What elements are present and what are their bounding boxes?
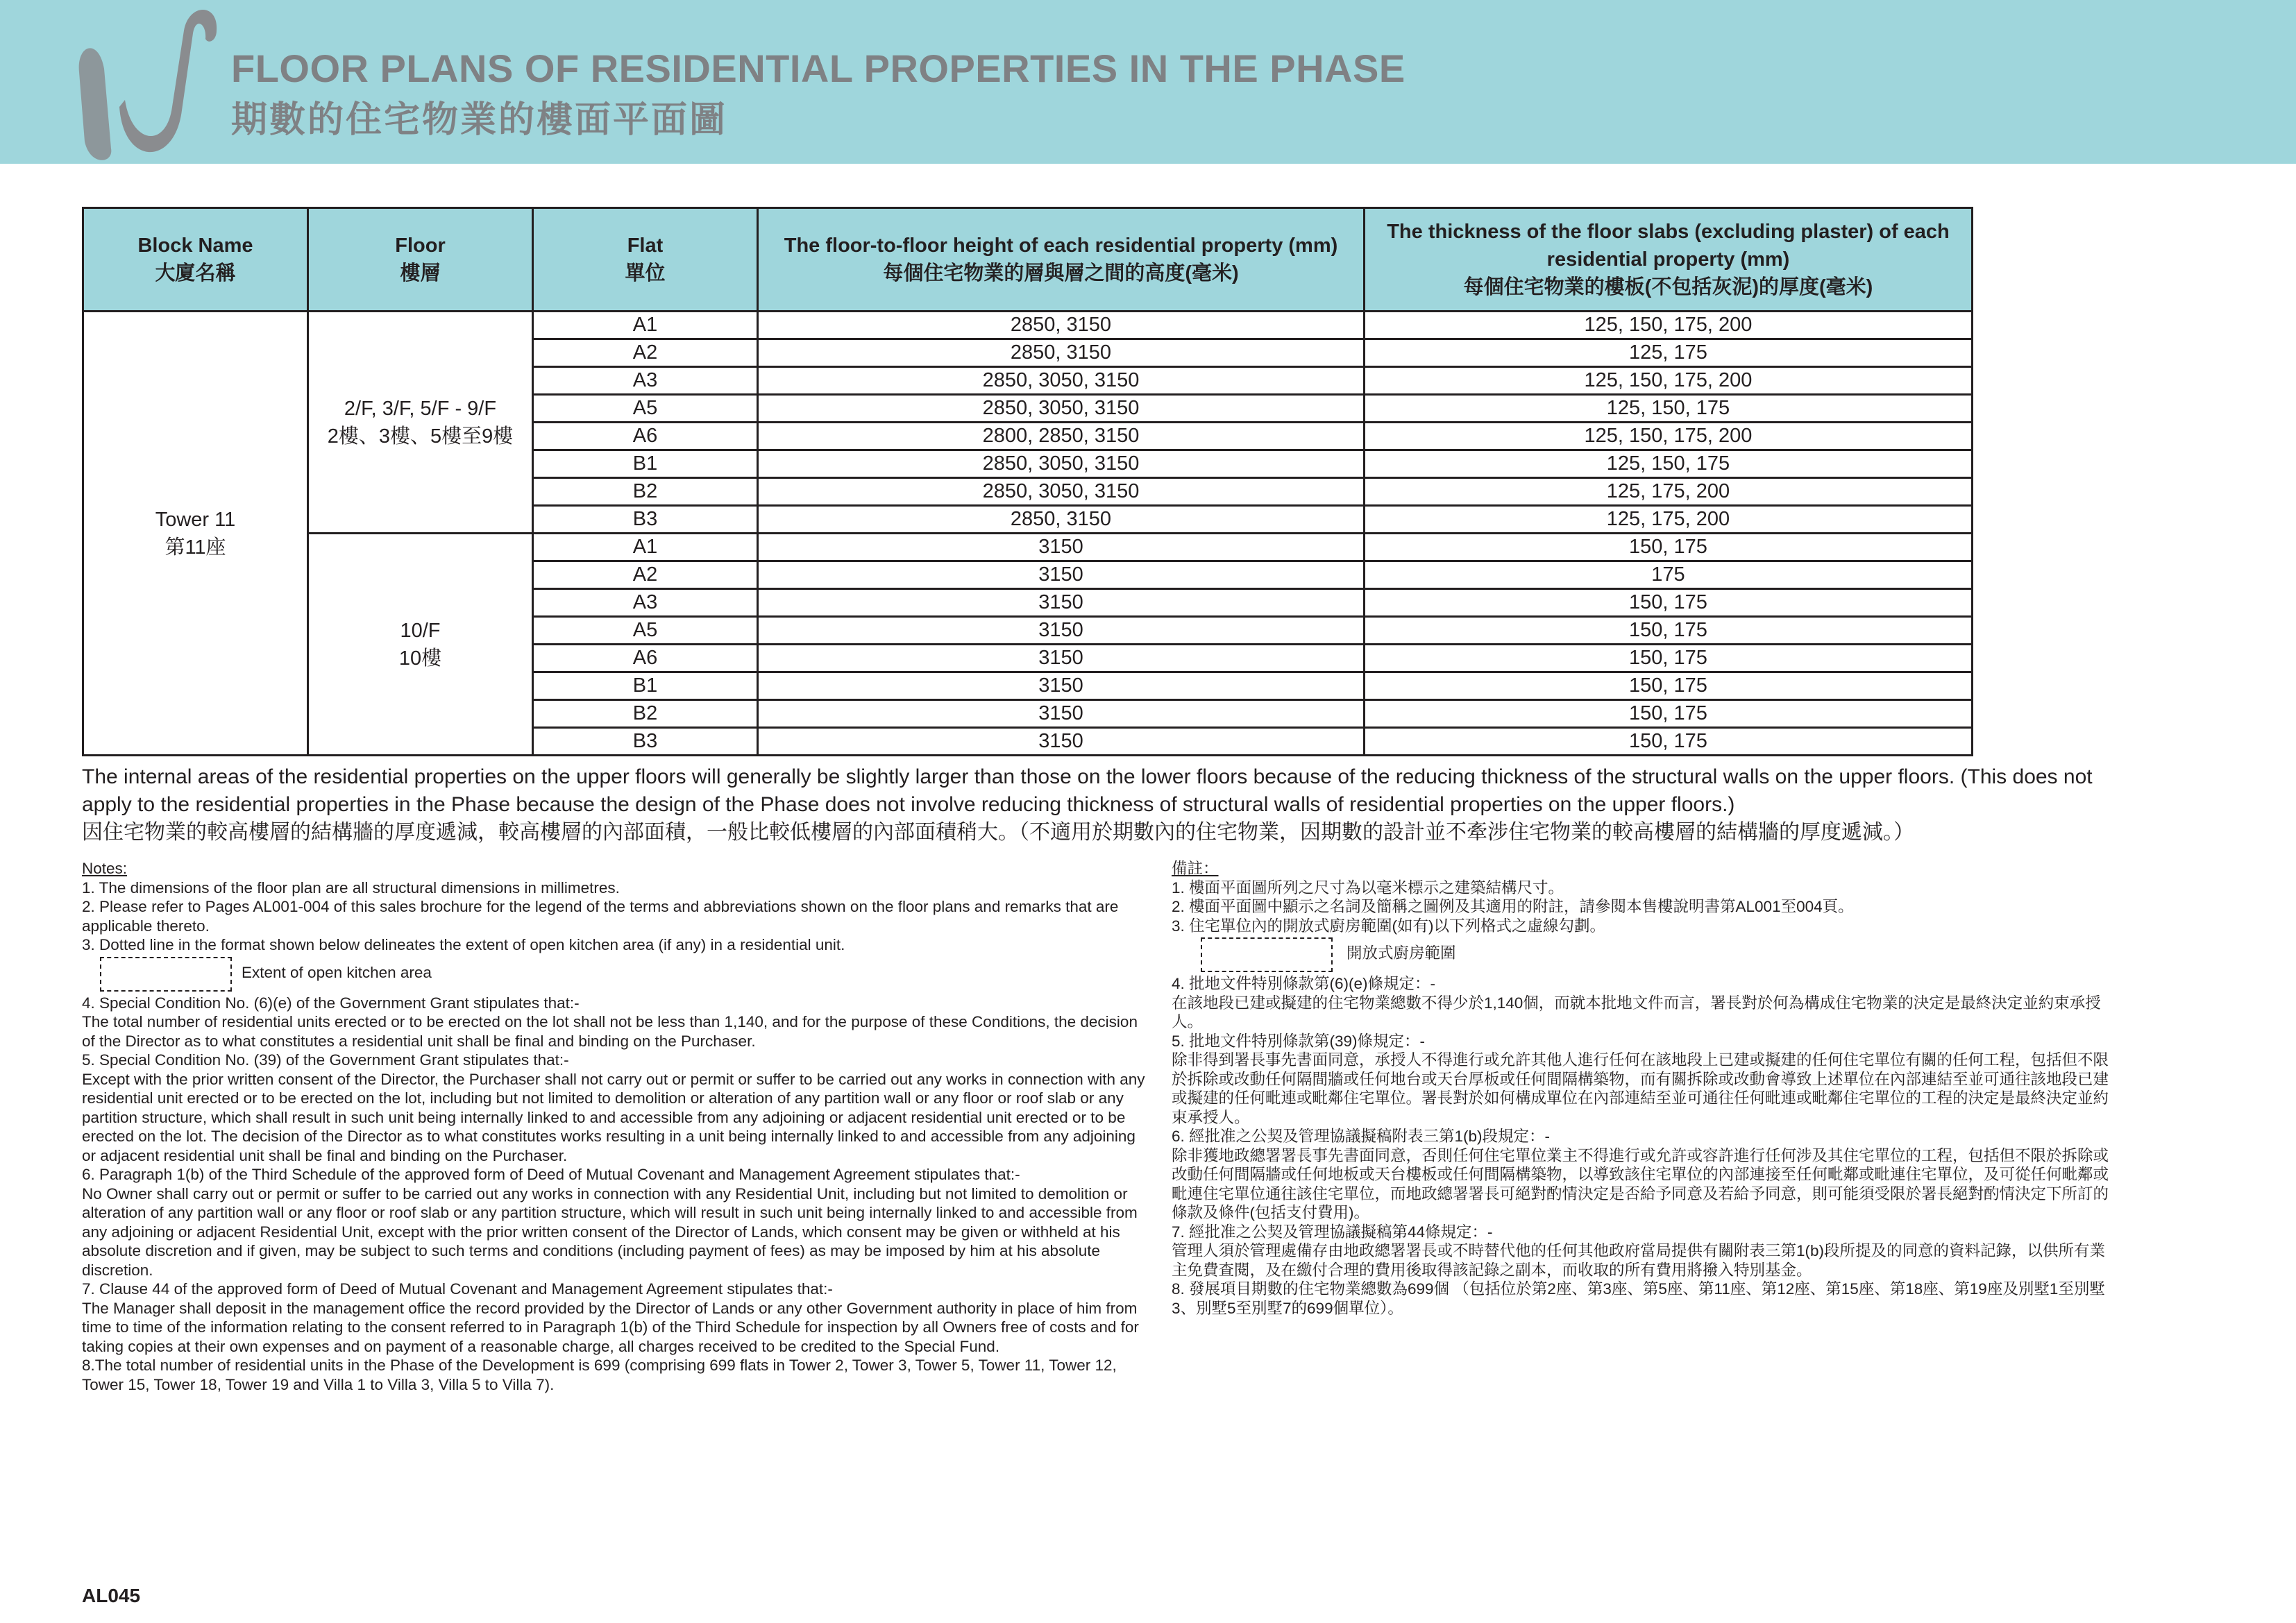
height-cell: 3150	[758, 645, 1365, 672]
height-cell: 3150	[758, 728, 1365, 756]
height-cell: 2850, 3150	[758, 506, 1365, 534]
header-floor: Floor 樓層	[308, 208, 533, 312]
note-5-body: Except with the prior written consent of the Director, the Purchaser shall not carry out or permit or suffer to be carried out any works in connection with any residential unit erected or to be erected on the lot, including but not limited to demolition or alteration of any partition wall or any floor or roof slab or any partition structure, which shall result in such unit being internally linked to and accessible from any adjoining or adjacent residential unit erected or to be erected on the lot. The decision of the Director as to what constitutes works resulting in a unit being internally linked to and accessible from any adjoining or adjacent residential unit shall be final and binding on the Purchaser.	[82, 1070, 1145, 1164]
table-row	[83, 312, 1973, 339]
thickness-cell: 150, 175	[1365, 728, 1973, 756]
height-cell: 2850, 3050, 3150	[758, 478, 1365, 506]
thickness-cell: 150, 175	[1365, 672, 1973, 700]
open-kitchen-legend	[82, 955, 1151, 994]
note-7-body: The Manager shall deposit in the management office the record provided by the Director of Lands or any other Government authority in place of him from time to time of the information relating to the consent referred to in Paragraph 1(b) of the Third Schedule for inspection by all Owners free of costs and for taking copies at their own expenses and on payment of a reasonable charge, all charges received to be credited to the Special Fund.	[82, 1299, 1139, 1355]
note-4-title-chinese: 4. 批地文件特別條款第(6)(e)條規定：-	[1172, 975, 1436, 992]
flat-cell: A6	[533, 423, 758, 450]
thickness-cell: 125, 175, 200	[1365, 478, 1973, 506]
flat-cell: A1	[533, 534, 758, 561]
flat-cell: A3	[533, 367, 758, 395]
header-flat: Flat 單位	[533, 208, 758, 312]
note-6-body: No Owner shall carry out or permit or suffer to be carried out any works in connection with any Residential Unit, including but not limited to demolition or alteration of any partition wall or any floor or roof slab or any partition structure, which will result in such unit being internally linked to and accessible from any adjoining or adjacent Residential Unit, except with the prior written consent of the Director of Lands, which consent may be given or withheld at his absolute discretion and if given, may be subject to such terms and conditions (including payment of fees) as may be imposed by him at his absolute discretion.	[82, 1184, 1138, 1279]
page-number: AL045	[82, 1585, 141, 1606]
thickness-cell: 150, 175	[1365, 534, 1973, 561]
table-header-row	[83, 208, 1973, 312]
flat-cell: B3	[533, 506, 758, 534]
note-4-body: The total number of residential units erected or to be erected on the lot shall not be less than 1,140, and for the purpose of these Conditions, the decision of the Director as to what constitutes a residential unit shall be final and binding on the Purchaser.	[82, 1013, 1138, 1050]
note-5-title: 5. Special Condition No. (39) of the Government Grant stipulates that:-	[82, 1051, 569, 1069]
notes-chinese	[1172, 859, 2109, 1318]
thickness-cell: 150, 175	[1365, 645, 1973, 672]
internal-area-statement	[82, 763, 2116, 847]
height-cell: 3150	[758, 589, 1365, 617]
header-floor-height: The floor-to-floor height of each residential property (mm) 每個住宅物業的層與層之間的高度(毫米)	[758, 208, 1365, 312]
height-cell: 2850, 3150	[758, 339, 1365, 367]
note-3-chinese: 3. 住宅單位內的開放式廚房範圍(如有)以下列格式之虛線勾劃。	[1172, 917, 1606, 935]
dotted-line-box-icon	[1201, 937, 1333, 972]
note-3: 3. Dotted line in the format shown below delineates the extent of open kitchen area (if any) in a residential unit.	[82, 936, 845, 953]
thickness-cell: 125, 150, 175	[1365, 395, 1973, 423]
open-kitchen-label: Extent of open kitchen area	[242, 963, 432, 981]
note-6-title-chinese: 6. 經批准之公契及管理協議擬稿附表三第1(b)段規定：-	[1172, 1128, 1551, 1145]
flat-cell: A3	[533, 589, 758, 617]
height-cell: 3150	[758, 561, 1365, 589]
header-block-name: Block Name 大廈名稱	[83, 208, 308, 312]
flat-cell: A5	[533, 395, 758, 423]
flat-cell: B3	[533, 728, 758, 756]
table-row	[83, 534, 1973, 561]
height-cell: 2850, 3050, 3150	[758, 367, 1365, 395]
thickness-cell: 175	[1365, 561, 1973, 589]
note-7-title-chinese: 7. 經批准之公契及管理協議擬稿第44條規定：-	[1172, 1223, 1493, 1241]
note-6-body-chinese: 除非獲地政總署署長事先書面同意，否則任何住宅單位業主不得進行或允許或容許進行任何涉及其住宅單位的工程，包括但不限於拆除或改動任何間隔牆或任何地板或天台樓板或任何間隔構築物，以導致該住宅單位的內部連接至任何毗鄰或毗連住宅單位，及可從任何毗鄰或毗連住宅單位通往該住宅單位，而地政總署署長可絕對酌情決定是否給予同意及若給予同意，則可能須受限於署長絕對酌情決定下所訂的條款及條件(包括支付費用)。	[1172, 1146, 2109, 1221]
block-name-cell: Tower 11 第11座	[83, 312, 308, 756]
flat-cell: B2	[533, 700, 758, 728]
height-cell: 2850, 3050, 3150	[758, 450, 1365, 478]
dotted-line-box-icon	[100, 957, 232, 992]
thickness-cell: 150, 175	[1365, 589, 1973, 617]
flat-cell: A2	[533, 561, 758, 589]
note-2: 2. Please refer to Pages AL001-004 of this sales brochure for the legend of the terms and abbreviations shown on the floor plans and remarks that are applicable thereto.	[82, 898, 1119, 935]
note-8: 8.The total number of residential units in the Phase of the Development is 699 (comprising 699 flats in Tower 2, Tower 3, Tower 5, Tower 11, Tower 12, Tower 15, Tower 18, Tower 19 and Villa 1 to Villa 3, Villa 5 to Villa 7).	[82, 1357, 1117, 1393]
flat-cell: A5	[533, 617, 758, 645]
note-7-title: 7. Clause 44 of the approved form of Deed of Mutual Covenant and Management Agreement stipulates that:-	[82, 1280, 833, 1298]
header-slab-thickness: The thickness of the floor slabs (excluding plaster) of each residential property (mm) 每個住宅物業的樓板(不包括灰泥)的厚度(毫米)	[1365, 208, 1973, 312]
flat-cell: B1	[533, 450, 758, 478]
height-cell: 3150	[758, 617, 1365, 645]
thickness-cell: 125, 175, 200	[1365, 506, 1973, 534]
flat-cell: B1	[533, 672, 758, 700]
note-7-body-chinese: 管理人須於管理處備存由地政總署署長或不時替代他的任何其他政府當局提供有關附表三第1(b)段所提及的同意的資料記錄，以供所有業主免費查閱，及在繳付合理的費用後取得該記錄之副本，而收取的所有費用將撥入特別基金。	[1172, 1242, 2106, 1279]
wave-logo-icon	[69, 3, 229, 164]
height-cell: 2800, 2850, 3150	[758, 423, 1365, 450]
thickness-cell: 125, 150, 175, 200	[1365, 367, 1973, 395]
note-5-title-chinese: 5. 批地文件特別條款第(39)條規定：-	[1172, 1032, 1426, 1050]
flat-cell: A1	[533, 312, 758, 339]
floor-height-table	[82, 207, 1973, 756]
notes-english	[82, 859, 1151, 1394]
note-5-body-chinese: 除非得到署長事先書面同意，承授人不得進行或允許其他人進行任何在該地段上已建或擬建的任何住宅單位有關的任何工程，包括但不限於拆除或改動任何隔間牆或任何地台或天台厚板或任何間隔構築物，而有關拆除或改動會導致上述單位在內部連結至並可通往該地段已建或擬建的任何毗連或毗鄰住宅單位。署長對於如何構成單位在內部連結至並可通往任何毗連或毗鄰住宅單位的工程的決定是最終決定並約束承授人。	[1172, 1051, 2109, 1126]
note-2-chinese: 2. 樓面平面圖中顯示之名詞及簡稱之圖例及其適用的附註，請參閱本售樓說明書第AL001至004頁。	[1172, 898, 1854, 915]
thickness-cell: 125, 150, 175, 200	[1365, 423, 1973, 450]
thickness-cell: 150, 175	[1365, 700, 1973, 728]
notes-heading: Notes:	[82, 860, 128, 877]
height-cell: 2850, 3050, 3150	[758, 395, 1365, 423]
note-6-title: 6. Paragraph 1(b) of the Third Schedule of the approved form of Deed of Mutual Covenant and Management Agreement stipulates that:-	[82, 1166, 1020, 1183]
thickness-cell: 150, 175	[1365, 617, 1973, 645]
thickness-cell: 125, 150, 175, 200	[1365, 312, 1973, 339]
statement-english: The internal areas of the residential properties on the upper floors will generally be slightly larger than those on the lower floors because of the reducing thickness of the structural walls on the upper floors. (This does not apply to the residential properties in the Phase because the design of the Phase does not involve reducing thickness of structural walls of residential properties on the upper floors.)	[82, 765, 2093, 816]
note-8-chinese: 8. 發展項目期數的住宅物業總數為699個 （包括位於第2座、第3座、第5座、第11座、第12座、第15座、第18座、第19座及別墅1至別墅3、別墅5至別墅7的699個單位）。	[1172, 1280, 2105, 1317]
page-header	[0, 0, 2296, 164]
floor-cell: 10/F 10樓	[308, 534, 533, 756]
flat-cell: A6	[533, 645, 758, 672]
open-kitchen-label-chinese: 開放式廚房範圍	[1347, 944, 1456, 962]
note-4-body-chinese: 在該地段已建或擬建的住宅物業總數不得少於1,140個，而就本批地文件而言，署長對於何為構成住宅物業的決定是最終決定並約束承授人。	[1172, 994, 2101, 1030]
open-kitchen-legend-chinese	[1172, 935, 2109, 974]
statement-chinese: 因住宅物業的較高樓層的結構牆的厚度遞減，較高樓層的內部面積，一般比較低樓層的內部面積稍大。（不適用於期數內的住宅物業，因期數的設計並不牽涉住宅物業的較高樓層的結構牆的厚度遞減。）	[82, 821, 1914, 844]
note-1-chinese: 1. 樓面平面圖所列之尺寸為以毫米標示之建築結構尺寸。	[1172, 878, 1564, 897]
notes-heading-chinese: 備註：	[1172, 860, 1219, 877]
height-cell: 2850, 3150	[758, 312, 1365, 339]
height-cell: 3150	[758, 534, 1365, 561]
flat-cell: B2	[533, 478, 758, 506]
note-4-title: 4. Special Condition No. (6)(e) of the Government Grant stipulates that:-	[82, 994, 580, 1012]
height-cell: 3150	[758, 700, 1365, 728]
height-cell: 3150	[758, 672, 1365, 700]
thickness-cell: 125, 175	[1365, 339, 1973, 367]
thickness-cell: 125, 150, 175	[1365, 450, 1973, 478]
page-title: FLOOR PLANS OF RESIDENTIAL PROPERTIES IN THE PHASE	[231, 46, 1406, 90]
floor-cell: 2/F, 3/F, 5/F - 9/F 2樓、3樓、5樓至9樓	[308, 312, 533, 534]
page-title-chinese: 期數的住宅物業的樓面平面圖	[231, 100, 728, 140]
note-1: 1. The dimensions of the floor plan are all structural dimensions in millimetres.	[82, 878, 620, 897]
flat-cell: A2	[533, 339, 758, 367]
